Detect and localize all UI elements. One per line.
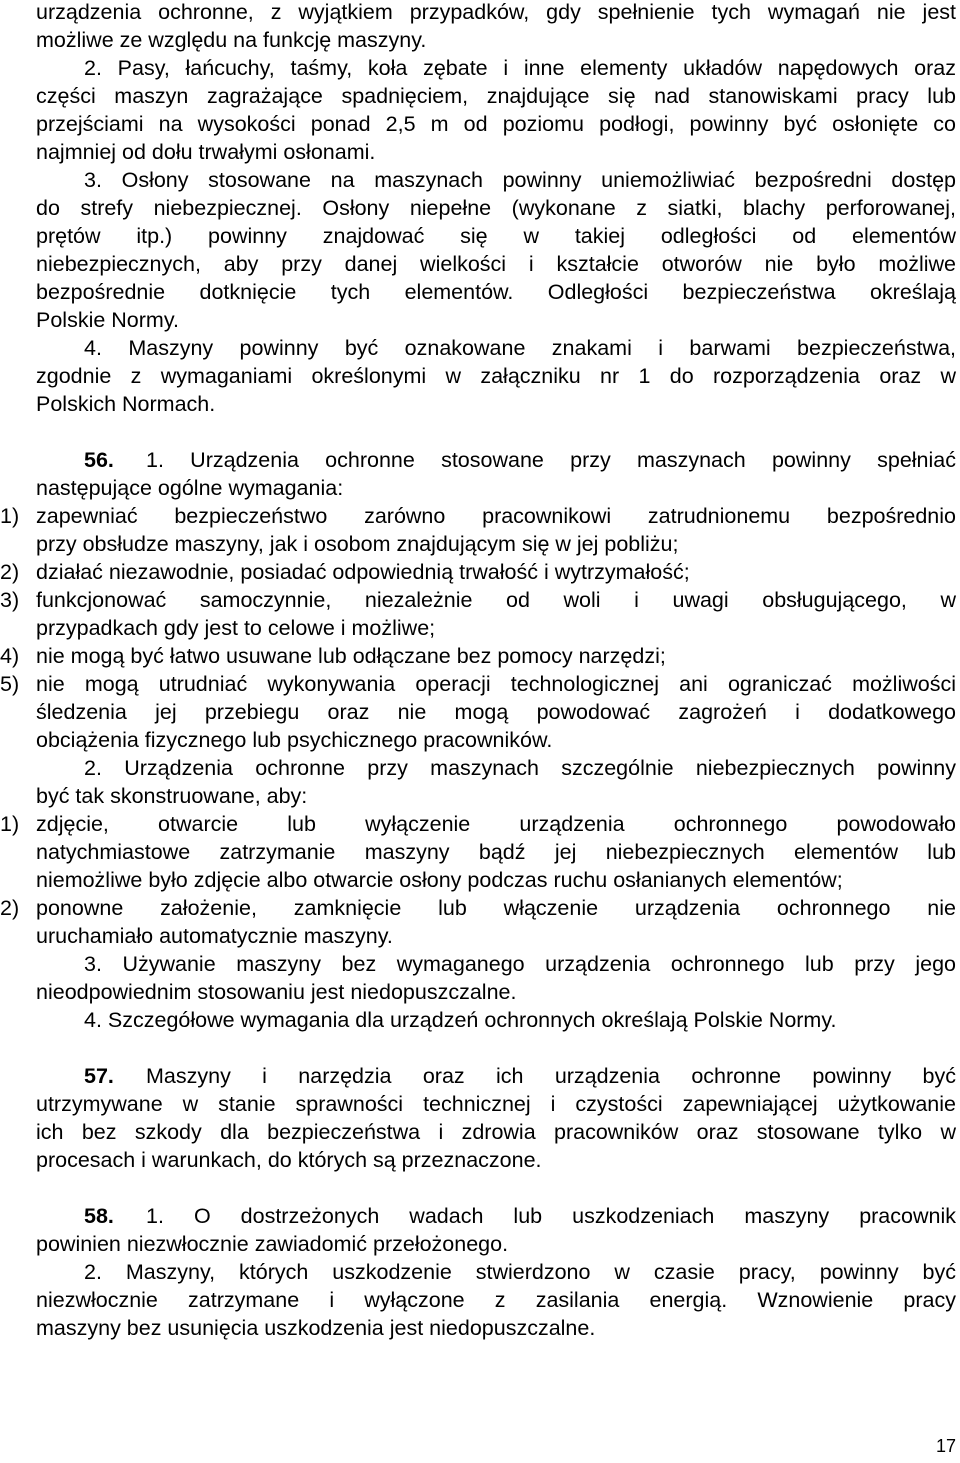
text-line: zgodnie z wymaganiami określonymi w załączniku nr 1 do rozporządzenia oraz w [36,364,956,388]
text-line: ich bez szkody dla bezpieczeństwa i zdrowia pracowników oraz stosowane tylko w [36,1120,956,1144]
list-number: 5) [0,672,20,696]
text-line: natychmiastowe zatrzymanie maszyny bądź jej niebezpiecznych elementów lub [36,840,956,864]
section-number: 58. [84,1204,114,1228]
page-number: 17 [935,1436,956,1456]
text-line: przypadkach gdy jest to celowe i możliwe; [36,616,436,640]
text-line: części maszyn zagrażające spadnięciem, znajdujące się nad stanowiskami pracy lub [36,84,956,108]
list-number: 4) [0,644,20,668]
text-line: 1. O dostrzeżonych wadach lub uszkodzeniach maszyny pracownik [146,1204,956,1228]
list-text: zapewniać bezpieczeństwo zarówno pracownikowi zatrudnionemu bezpośrednio [36,504,956,528]
text-line: procesach i warunkach, do których są przeznaczone. [36,1148,542,1172]
text-line: bezpośrednie dotknięcie tych elementów. Odległości bezpieczeństwa określają [36,280,956,304]
section-number: 57. [84,1064,114,1088]
text-line: Polskie Normy. [36,308,179,332]
text-line: nieodpowiednim stosowaniu jest niedopuszczalne. [36,980,517,1004]
text-line: powinien niezwłocznie zawiadomić przełożonego. [36,1232,509,1256]
text-line: następujące ogólne wymagania: [36,476,344,500]
text-line: 2. Pasy, łańcuchy, taśmy, koła zębate i inne elementy układów napędowych oraz [84,56,956,80]
text-line: 2. Urządzenia ochronne przy maszynach szczególnie niebezpiecznych powinny [84,756,956,780]
text-line: najmniej od dołu trwałymi osłonami. [36,140,376,164]
text-line: niezwłocznie zatrzymane i wyłączone z zasilania energią. Wznowienie pracy [36,1288,956,1312]
text-line: przy obsłudze maszyny, jak i osobom znajdującym się w jej pobliżu; [36,532,679,556]
text-line: obciążenia fizycznego lub psychicznego pracowników. [36,728,553,752]
list-number: 1) [0,504,20,528]
text-line: 3. Osłony stosowane na maszynach powinny uniemożliwiać bezpośredni dostęp [84,168,956,192]
text-line: możliwe ze względu na funkcję maszyny. [36,28,427,52]
text-line: przejściami na wysokości ponad 2,5 m od poziomu podłogi, powinny być osłonięte co [36,112,956,136]
list-text: nie mogą utrudniać wykonywania operacji technologicznej ani ograniczać możliwości [36,672,956,696]
text-line: 2. Maszyny, których uszkodzenie stwierdzono w czasie pracy, powinny być [84,1260,956,1284]
list-number: 2) [0,896,20,920]
text-line: 4. Szczegółowe wymagania dla urządzeń ochronnych określają Polskie Normy. [84,1008,837,1032]
text-line: 1. Urządzenia ochronne stosowane przy maszynach powinny spełniać [146,448,956,472]
text-line: Polskich Normach. [36,392,216,416]
text-line: Maszyny i narzędzia oraz ich urządzenia ochronne powinny być [146,1064,956,1088]
list-text: nie mogą być łatwo usuwane lub odłączane bez pomocy narzędzi; [36,644,666,668]
text-line: niemożliwe było zdjęcie albo otwarcie osłony podczas ruchu osłanianych elementów; [36,868,843,892]
list-text: działać niezawodnie, posiadać odpowiednią trwałość i wytrzymałość; [36,560,690,584]
text-line: niebezpiecznych, aby przy danej wielkości i kształcie otworów nie było możliwe [36,252,956,276]
list-text: ponowne założenie, zamknięcie lub włączenie urządzenia ochronnego nie [36,896,956,920]
text-line: do strefy niebezpiecznej. Osłony niepełne (wykonane z siatki, blachy perforowanej, [36,196,956,220]
text-line: 3. Używanie maszyny bez wymaganego urządzenia ochronnego lub przy jego [84,952,956,976]
text-line: być tak skonstruowane, aby: [36,784,308,808]
list-text: funkcjonować samoczynnie, niezależnie od woli i uwagi obsługującego, w [36,588,956,612]
list-text: zdjęcie, otwarcie lub wyłączenie urządzenia ochronnego powodowało [36,812,956,836]
text-line: prętów itp.) powinny znajdować się w takiej odległości od elementów [36,224,956,248]
list-number: 2) [0,560,20,584]
text-line: uruchamiało automatycznie maszyny. [36,924,393,948]
section-number: 56. [84,448,114,472]
list-number: 3) [0,588,20,612]
text-line: utrzymywane w stanie sprawności technicznej i czystości zapewniającej użytkowanie [36,1092,956,1116]
list-number: 1) [0,812,20,836]
text-line: śledzenia jej przebiegu oraz nie mogą powodować zagrożeń i dodatkowego [36,700,956,724]
text-line: maszyny bez usunięcia uszkodzenia jest niedopuszczalne. [36,1316,596,1340]
text-line: urządzenia ochronne, z wyjątkiem przypadków, gdy spełnienie tych wymagań nie jest [36,0,956,24]
text-line: 4. Maszyny powinny być oznakowane znakami i barwami bezpieczeństwa, [84,336,956,360]
